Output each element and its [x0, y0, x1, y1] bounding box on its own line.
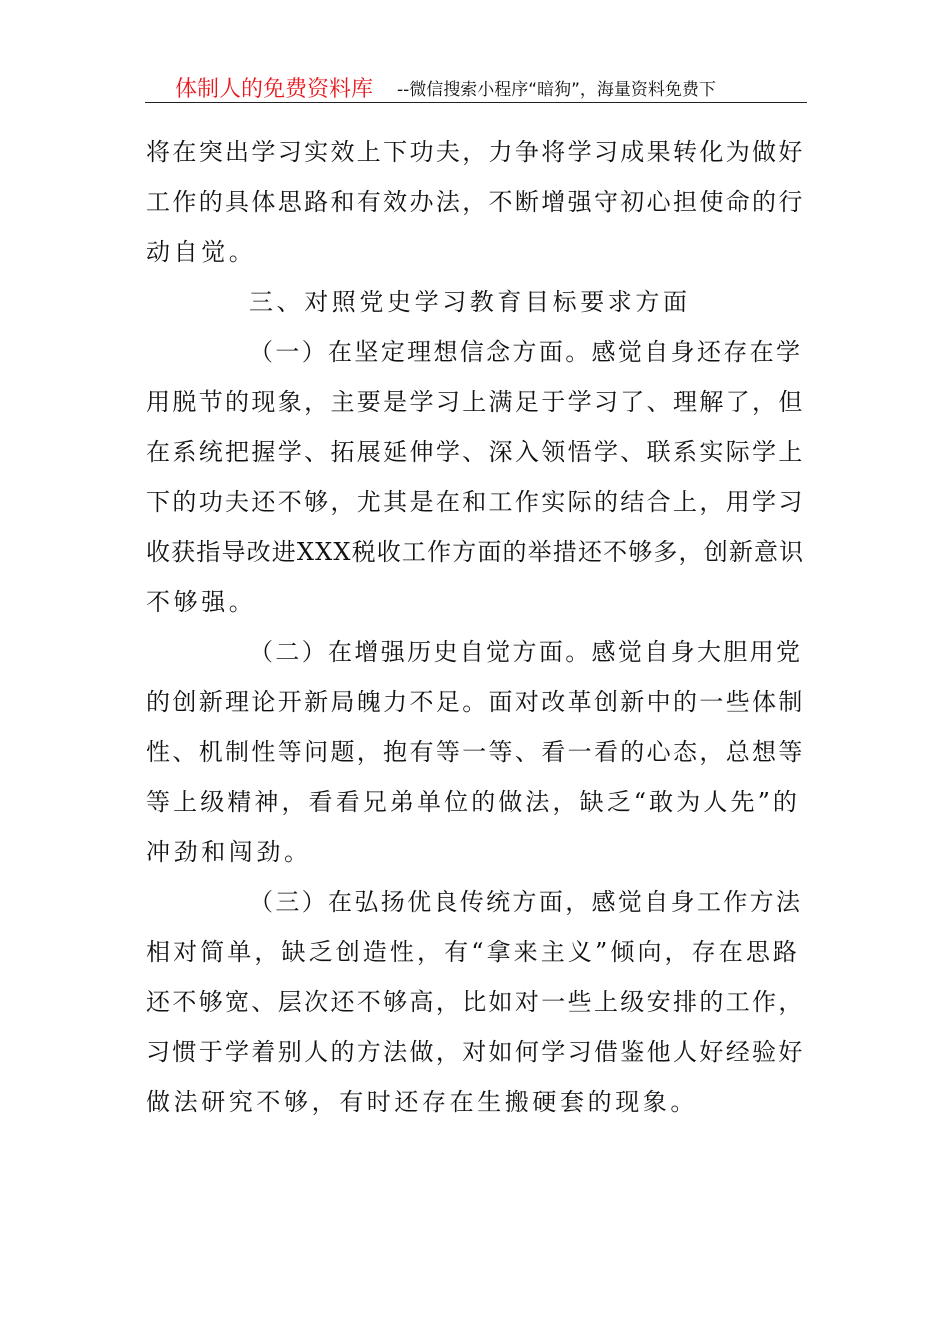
- body-line: 冲劲和闯劲。: [146, 838, 312, 866]
- header-tagline: --微信搜索小程序“暗狗”，海量资料免费下: [397, 80, 716, 100]
- body-line: 动自觉。: [146, 238, 257, 266]
- body-line: 收获指导改进XXX税收工作方面的举措还不够多，创新意识: [146, 538, 805, 566]
- body-line: 在系统把握学、拓展延伸学、深入领悟学、联系实际学上: [146, 438, 805, 466]
- body-line: （三）在弘扬优良传统方面，感觉自身工作方法: [249, 888, 803, 916]
- body-line: 下的功夫还不够，尤其是在和工作实际的结合上，用学习: [146, 488, 805, 516]
- body-line: （二）在增强历史自觉方面。感觉自身大胆用党: [249, 638, 803, 666]
- body-line: 不够强。: [146, 588, 257, 616]
- body-line: 用脱节的现象，主要是学习上满足于学习了、理解了，但: [146, 388, 805, 416]
- body-line: （一）在坚定理想信念方面。感觉自身还存在学: [249, 338, 803, 366]
- body-line: 做法研究不够，有时还存在生搬硬套的现象。: [146, 1088, 698, 1116]
- body-line: 性、机制性等问题，抱有等一等、看一看的心态，总想等: [146, 738, 805, 766]
- header-brand: 体制人的免费资料库: [175, 77, 374, 102]
- body-line: 工作的具体思路和有效办法，不断增强守初心担使命的行: [146, 188, 805, 216]
- body-line: 等上级精神，看看兄弟单位的做法，缺乏“敢为人先”的: [146, 788, 801, 816]
- body-line: 的创新理论开新局魄力不足。面对改革创新中的一些体制: [146, 688, 805, 716]
- body-line: 还不够宽、层次还不够高，比如对一些上级安排的工作，: [146, 988, 805, 1016]
- body-line: 将在突出学习实效上下功夫，力争将学习成果转化为做好: [146, 138, 805, 166]
- body-line: 相对简单，缺乏创造性，有“拿来主义”倾向，存在思路: [146, 938, 801, 966]
- page-header: [145, 70, 807, 103]
- body-line: 习惯于学着别人的方法做，对如何学习借鉴他人好经验好: [146, 1038, 805, 1066]
- section-heading: 三、对照党史学习教育目标要求方面: [249, 288, 691, 316]
